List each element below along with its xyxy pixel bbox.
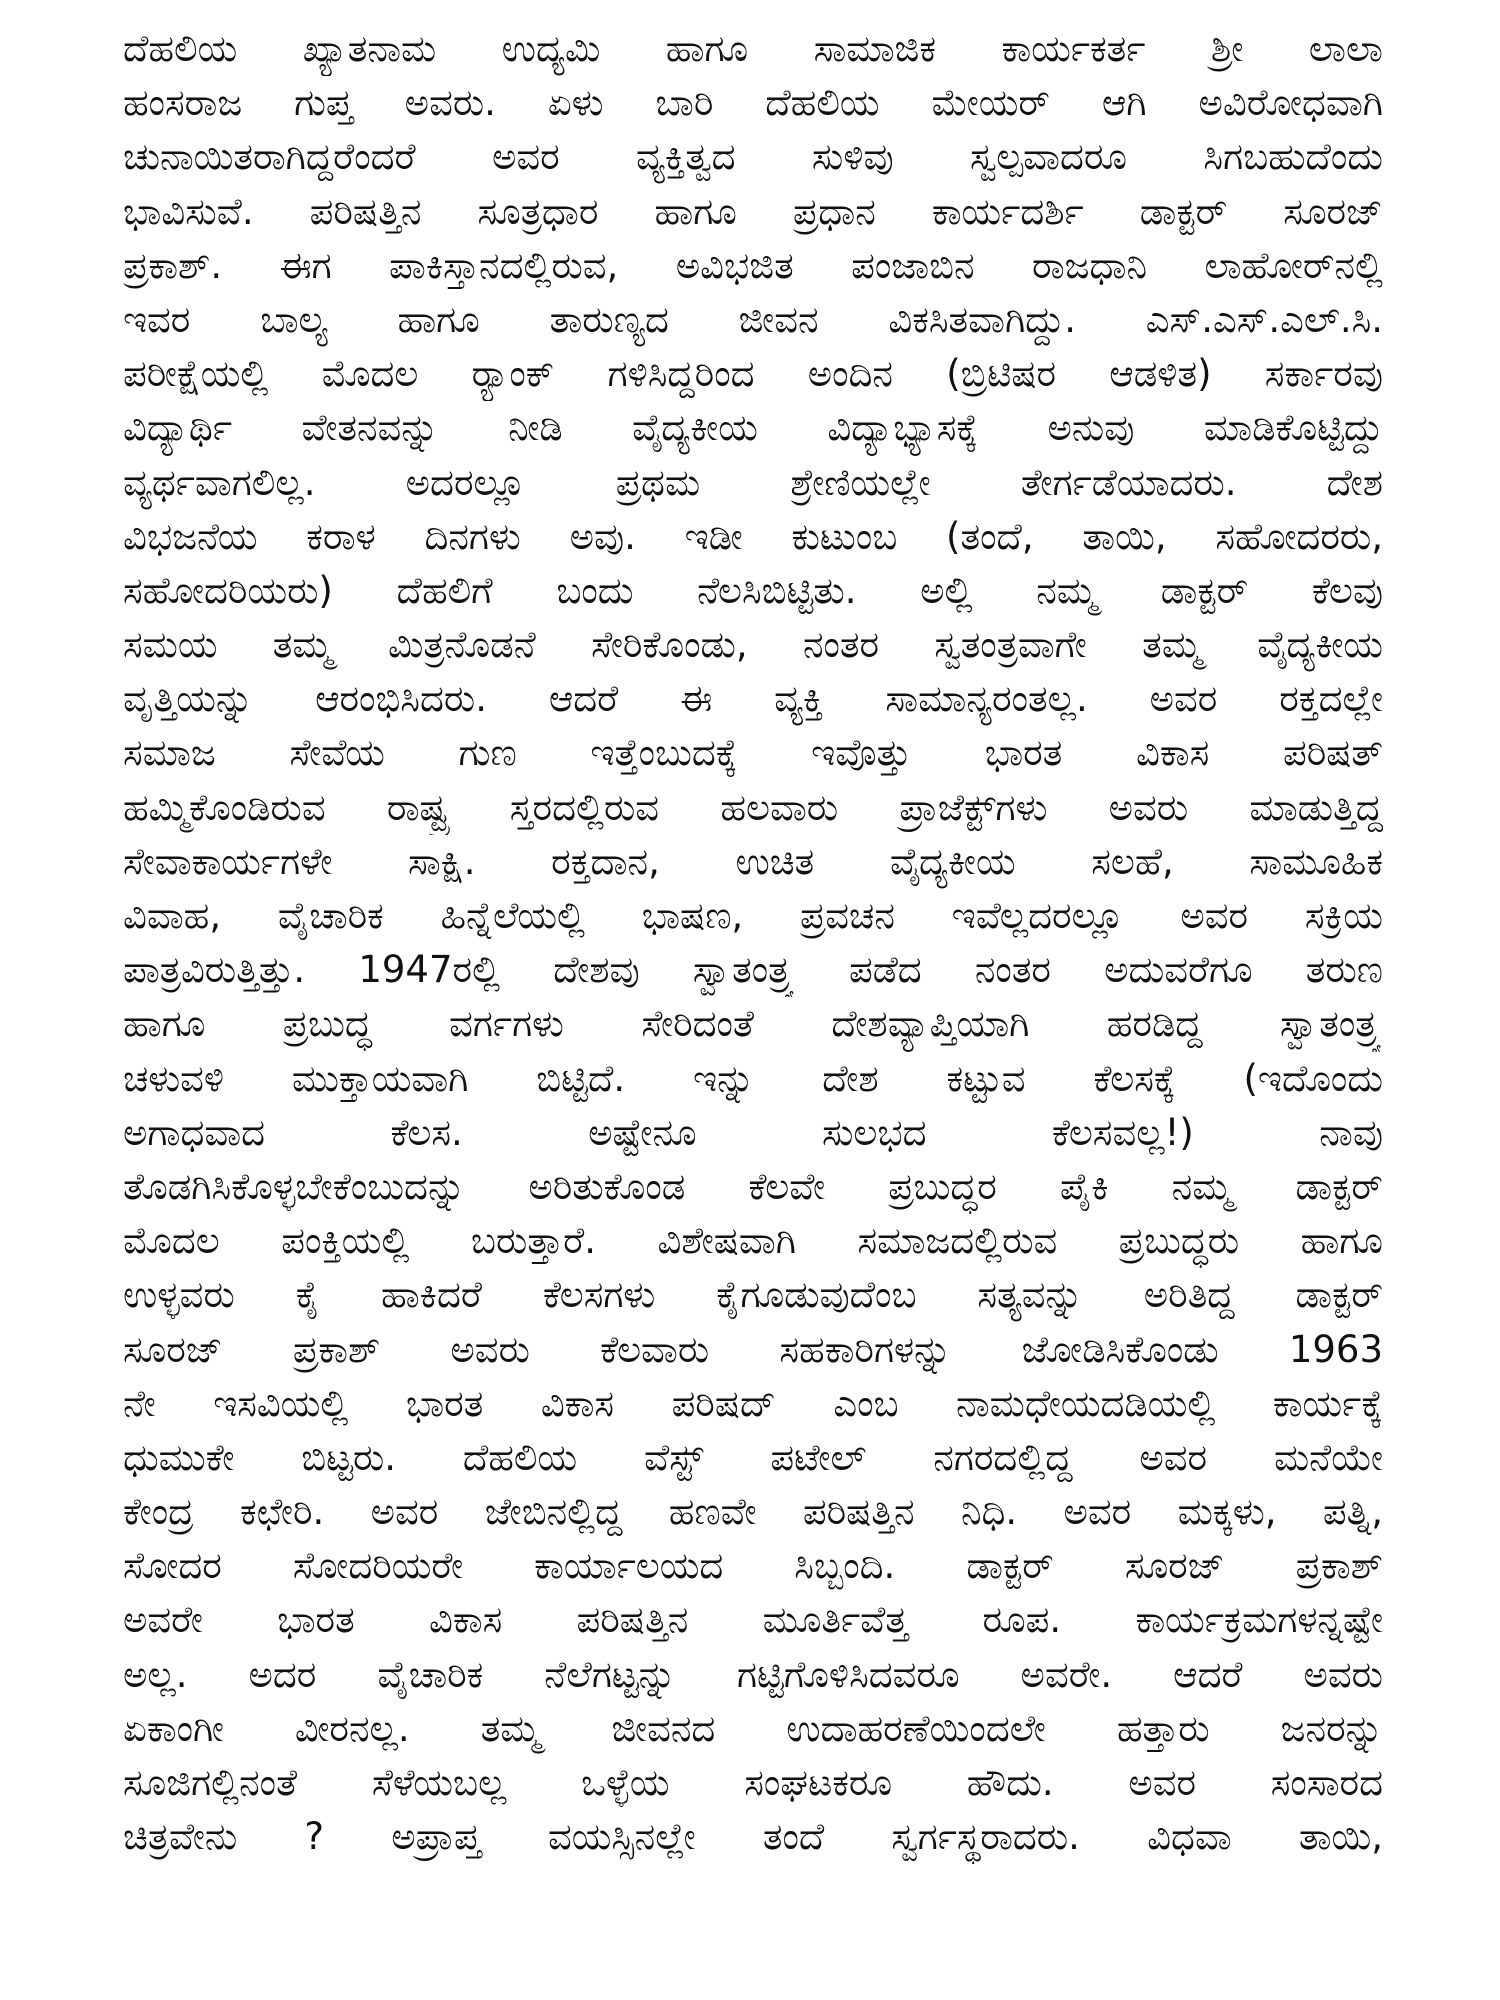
text-line: ಕೇಂದ್ರ ಕಛೇರಿ. ಅವರ ಜೇಬಿನಲ್ಲಿದ್ದ ಹಣವೇ ಪರಿಷತ್ತಿನ ನಿಧಿ. ಅವರ ಮಕ್ಕಳು, ಪತ್ನಿ, (123, 1490, 1383, 1534)
text-line: ತೊಡಗಿಸಿಕೊಳ್ಳಬೇಕೆಂಬುದನ್ನು ಅರಿತುಕೊಂಡ ಕೆಲವೇ ಪ್ರಬುದ್ಧರ ಪೈಕಿ ನಮ್ಮ ಡಾಕ್ಟರ್ (123, 1164, 1383, 1208)
text-line: ಸಹೋದರಿಯರು) ದೆಹಲಿಗೆ ಬಂದು ನೆಲಸಿಬಿಟ್ಟಿತು. ಅಲ್ಲಿ ನಮ್ಮ ಡಾಕ್ಟರ್ ಕೆಲವು (123, 568, 1383, 612)
text-line: ವೃತ್ತಿಯನ್ನು ಆರಂಭಿಸಿದರು. ಆದರೆ ಈ ವ್ಯಕ್ತಿ ಸಾಮಾನ್ಯರಂತಲ್ಲ. ಅವರ ರಕ್ತದಲ್ಲೇ (123, 677, 1383, 721)
text-line: ಅವರೇ ಭಾರತ ವಿಕಾಸ ಪರಿಷತ್ತಿನ ಮೂರ್ತಿವೆತ್ತ ರೂಪ. ಕಾರ್ಯಕ್ರಮಗಳನ್ನಷ್ಟೇ (123, 1598, 1383, 1642)
text-line: ಪ್ರಕಾಶ್. ಈಗ ಪಾಕಿಸ್ತಾನದಲ್ಲಿರುವ, ಅವಿಭಜಿತ ಪಂಜಾಬಿನ ರಾಜಧಾನಿ ಲಾಹೋರ್‌ನಲ್ಲಿ (123, 243, 1383, 287)
text-line: ಸಮಾಜ ಸೇವೆಯ ಗುಣ ಇತ್ತೆಂಬುದಕ್ಕೆ ಇವೊತ್ತು ಭಾರತ ವಿಕಾಸ ಪರಿಷತ್ (123, 731, 1383, 775)
text-line: ವ್ಯರ್ಥವಾಗಲಿಲ್ಲ. ಅದರಲ್ಲೂ ಪ್ರಥಮ ಶ್ರೇಣಿಯಲ್ಲೇ ತೇರ್ಗಡೆಯಾದರು. ದೇಶ (123, 460, 1383, 504)
text-line: ವಿವಾಹ, ವೈಚಾರಿಕ ಹಿನ್ನೆಲೆಯಲ್ಲಿ ಭಾಷಣ, ಪ್ರವಚನ ಇವೆಲ್ಲದರಲ್ಲೂ ಅವರ ಸಕ್ರಿಯ (123, 894, 1383, 937)
text-line: ಸೂಜಿಗಲ್ಲಿನಂತೆ ಸೆಳೆಯಬಲ್ಲ ಒಳ್ಳೆಯ ಸಂಘಟಕರೂ ಹೌದು. ಅವರ ಸಂಸಾರದ (123, 1761, 1383, 1804)
text-line: ಚುನಾಯಿತರಾಗಿದ್ದರೆಂದರೆ ಅವರ ವ್ಯಕ್ತಿತ್ವದ ಸುಳಿವು ಸ್ವಲ್ಪವಾದರೂ ಸಿಗಬಹುದೆಂದು (123, 135, 1383, 179)
text-line: ಸೂರಜ್ ಪ್ರಕಾಶ್ ಅವರು ಕೆಲವಾರು ಸಹಕಾರಿಗಳನ್ನು ಜೋಡಿಸಿಕೊಂಡು 1963 (123, 1327, 1383, 1371)
text-line: ಅಲ್ಲ. ಅದರ ವೈಚಾರಿಕ ನೆಲೆಗಟ್ಟನ್ನು ಗಟ್ಟಿಗೊಳಿಸಿದವರೂ ಅವರೇ. ಆದರೆ ಅವರು (123, 1652, 1383, 1696)
text-line: ವಿದ್ಯಾರ್ಥಿ ವೇತನವನ್ನು ನೀಡಿ ವೈದ್ಯಕೀಯ ವಿದ್ಯಾಭ್ಯಾಸಕ್ಕೆ ಅನುವು ಮಾಡಿಕೊಟ್ಟಿದ್ದು (123, 406, 1383, 450)
text-line: ನೇ ಇಸವಿಯಲ್ಲಿ ಭಾರತ ವಿಕಾಸ ಪರಿಷದ್ ಎಂಬ ನಾಮಧೇಯದಡಿಯಲ್ಲಿ ಕಾರ್ಯಕ್ಕೆ (123, 1381, 1383, 1425)
text-line: ಪರೀಕ್ಷೆಯಲ್ಲಿ ಮೊದಲ ರ‍್ಯಾಂಕ್ ಗಳಿಸಿದ್ದರಿಂದ ಅಂದಿನ (ಬ್ರಿಟಿಷರ ಆಡಳಿತ) ಸರ್ಕಾರವು (123, 352, 1383, 396)
text-line: ಹಮ್ಮಿಕೊಂಡಿರುವ ರಾಷ್ಟ್ರ ಸ್ತರದಲ್ಲಿರುವ ಹಲವಾರು ಪ್ರಾಜೆಕ್ಟ್‌ಗಳು ಅವರು ಮಾಡುತ್ತಿದ್ದ (123, 785, 1383, 829)
text-line: ಅಗಾಧವಾದ ಕೆಲಸ. ಅಷ್ಟೇನೂ ಸುಲಭದ ಕೆಲಸವಲ್ಲ!) ನಾವು (123, 1110, 1383, 1154)
text-line: ಭಾವಿಸುವೆ. ಪರಿಷತ್ತಿನ ಸೂತ್ರಧಾರ ಹಾಗೂ ಪ್ರಧಾನ ಕಾರ್ಯದರ್ಶಿ ಡಾಕ್ಟರ್ ಸೂರಜ್ (123, 189, 1383, 233)
text-line: ಸೋದರ ಸೋದರಿಯರೇ ಕಾರ್ಯಾಲಯದ ಸಿಬ್ಬಂದಿ. ಡಾಕ್ಟರ್ ಸೂರಜ್ ಪ್ರಕಾಶ್ (123, 1544, 1383, 1588)
document-page (123, 22, 1383, 1982)
text-line: ಇವರ ಬಾಲ್ಯ ಹಾಗೂ ತಾರುಣ್ಯದ ಜೀವನ ವಿಕಸಿತವಾಗಿದ್ದು. ಎಸ್.ಎಸ್.ಎಲ್.ಸಿ. (123, 297, 1383, 341)
text-line: ಏಕಾಂಗೀ ವೀರನಲ್ಲ. ತಮ್ಮ ಜೀವನದ ಉದಾಹರಣೆಯಿಂದಲೇ ಹತ್ತಾರು ಜನರನ್ನು (123, 1706, 1383, 1750)
text-line: ಚಳುವಳಿ ಮುಕ್ತಾಯವಾಗಿ ಬಿಟ್ಟಿದೆ. ಇನ್ನು ದೇಶ ಕಟ್ಟುವ ಕೆಲಸಕ್ಕೆ (ಇದೊಂದು (123, 1056, 1383, 1100)
text-line: ಮೊದಲ ಪಂಕ್ತಿಯಲ್ಲಿ ಬರುತ್ತಾರೆ. ವಿಶೇಷವಾಗಿ ಸಮಾಜದಲ್ಲಿರುವ ಪ್ರಬುದ್ಧರು ಹಾಗೂ (123, 1219, 1383, 1263)
text-line: ಉಳ್ಳವರು ಕೈ ಹಾಕಿದರೆ ಕೆಲಸಗಳು ಕೈಗೂಡುವುದೆಂಬ ಸತ್ಯವನ್ನು ಅರಿತಿದ್ದ ಡಾಕ್ಟರ್ (123, 1273, 1383, 1317)
text-line: ಧುಮುಕೇ ಬಿಟ್ಟರು. ದೆಹಲಿಯ ವೆಸ್ಟ್ ಪಟೇಲ್ ನಗರದಲ್ಲಿದ್ದ ಅವರ ಮನೆಯೇ (123, 1435, 1383, 1479)
text-line: ಹಂಸರಾಜ ಗುಪ್ತ ಅವರು. ಏಳು ಬಾರಿ ದೆಹಲಿಯ ಮೇಯರ್ ಆಗಿ ಅವಿರೋಧವಾಗಿ (123, 81, 1383, 125)
text-line: ವಿಭಜನೆಯ ಕರಾಳ ದಿನಗಳು ಅವು. ಇಡೀ ಕುಟುಂಬ (ತಂದೆ, ತಾಯಿ, ಸಹೋದರರು, (123, 514, 1383, 558)
text-line: ಪಾತ್ರವಿರುತ್ತಿತ್ತು. 1947ರಲ್ಲಿ ದೇಶವು ಸ್ವಾತಂತ್ರ್ಯ ಪಡೆದ ನಂತರ ಅದುವರೆಗೂ ತರುಣ (123, 948, 1383, 992)
text-line: ದೆಹಲಿಯ ಖ್ಯಾತನಾಮ ಉದ್ಯಮಿ ಹಾಗೂ ಸಾಮಾಜಿಕ ಕಾರ್ಯಕರ್ತ ಶ್ರೀ ಲಾಲಾ (123, 27, 1383, 70)
text-line: ಸಮಯ ತಮ್ಮ ಮಿತ್ರನೊಡನೆ ಸೇರಿಕೊಂಡು, ನಂತರ ಸ್ವತಂತ್ರವಾಗೇ ತಮ್ಮ ವೈದ್ಯಕೀಯ (123, 623, 1383, 667)
text-line: ಹಾಗೂ ಪ್ರಬುದ್ಧ ವರ್ಗಗಳು ಸೇರಿದಂತೆ ದೇಶವ್ಯಾಪ್ತಿಯಾಗಿ ಹರಡಿದ್ದ ಸ್ವಾತಂತ್ರ್ಯ (123, 1002, 1383, 1046)
text-line: ಸೇವಾಕಾರ್ಯಗಳೇ ಸಾಕ್ಷಿ. ರಕ್ತದಾನ, ಉಚಿತ ವೈದ್ಯಕೀಯ ಸಲಹೆ, ಸಾಮೂಹಿಕ (123, 839, 1383, 883)
text-line: ಚಿತ್ರವೇನು ? ಅಪ್ರಾಪ್ತ ವಯಸ್ಸಿನಲ್ಲೇ ತಂದೆ ಸ್ವರ್ಗಸ್ಥರಾದರು. ವಿಧವಾ ತಾಯಿ, (123, 1815, 1383, 1859)
